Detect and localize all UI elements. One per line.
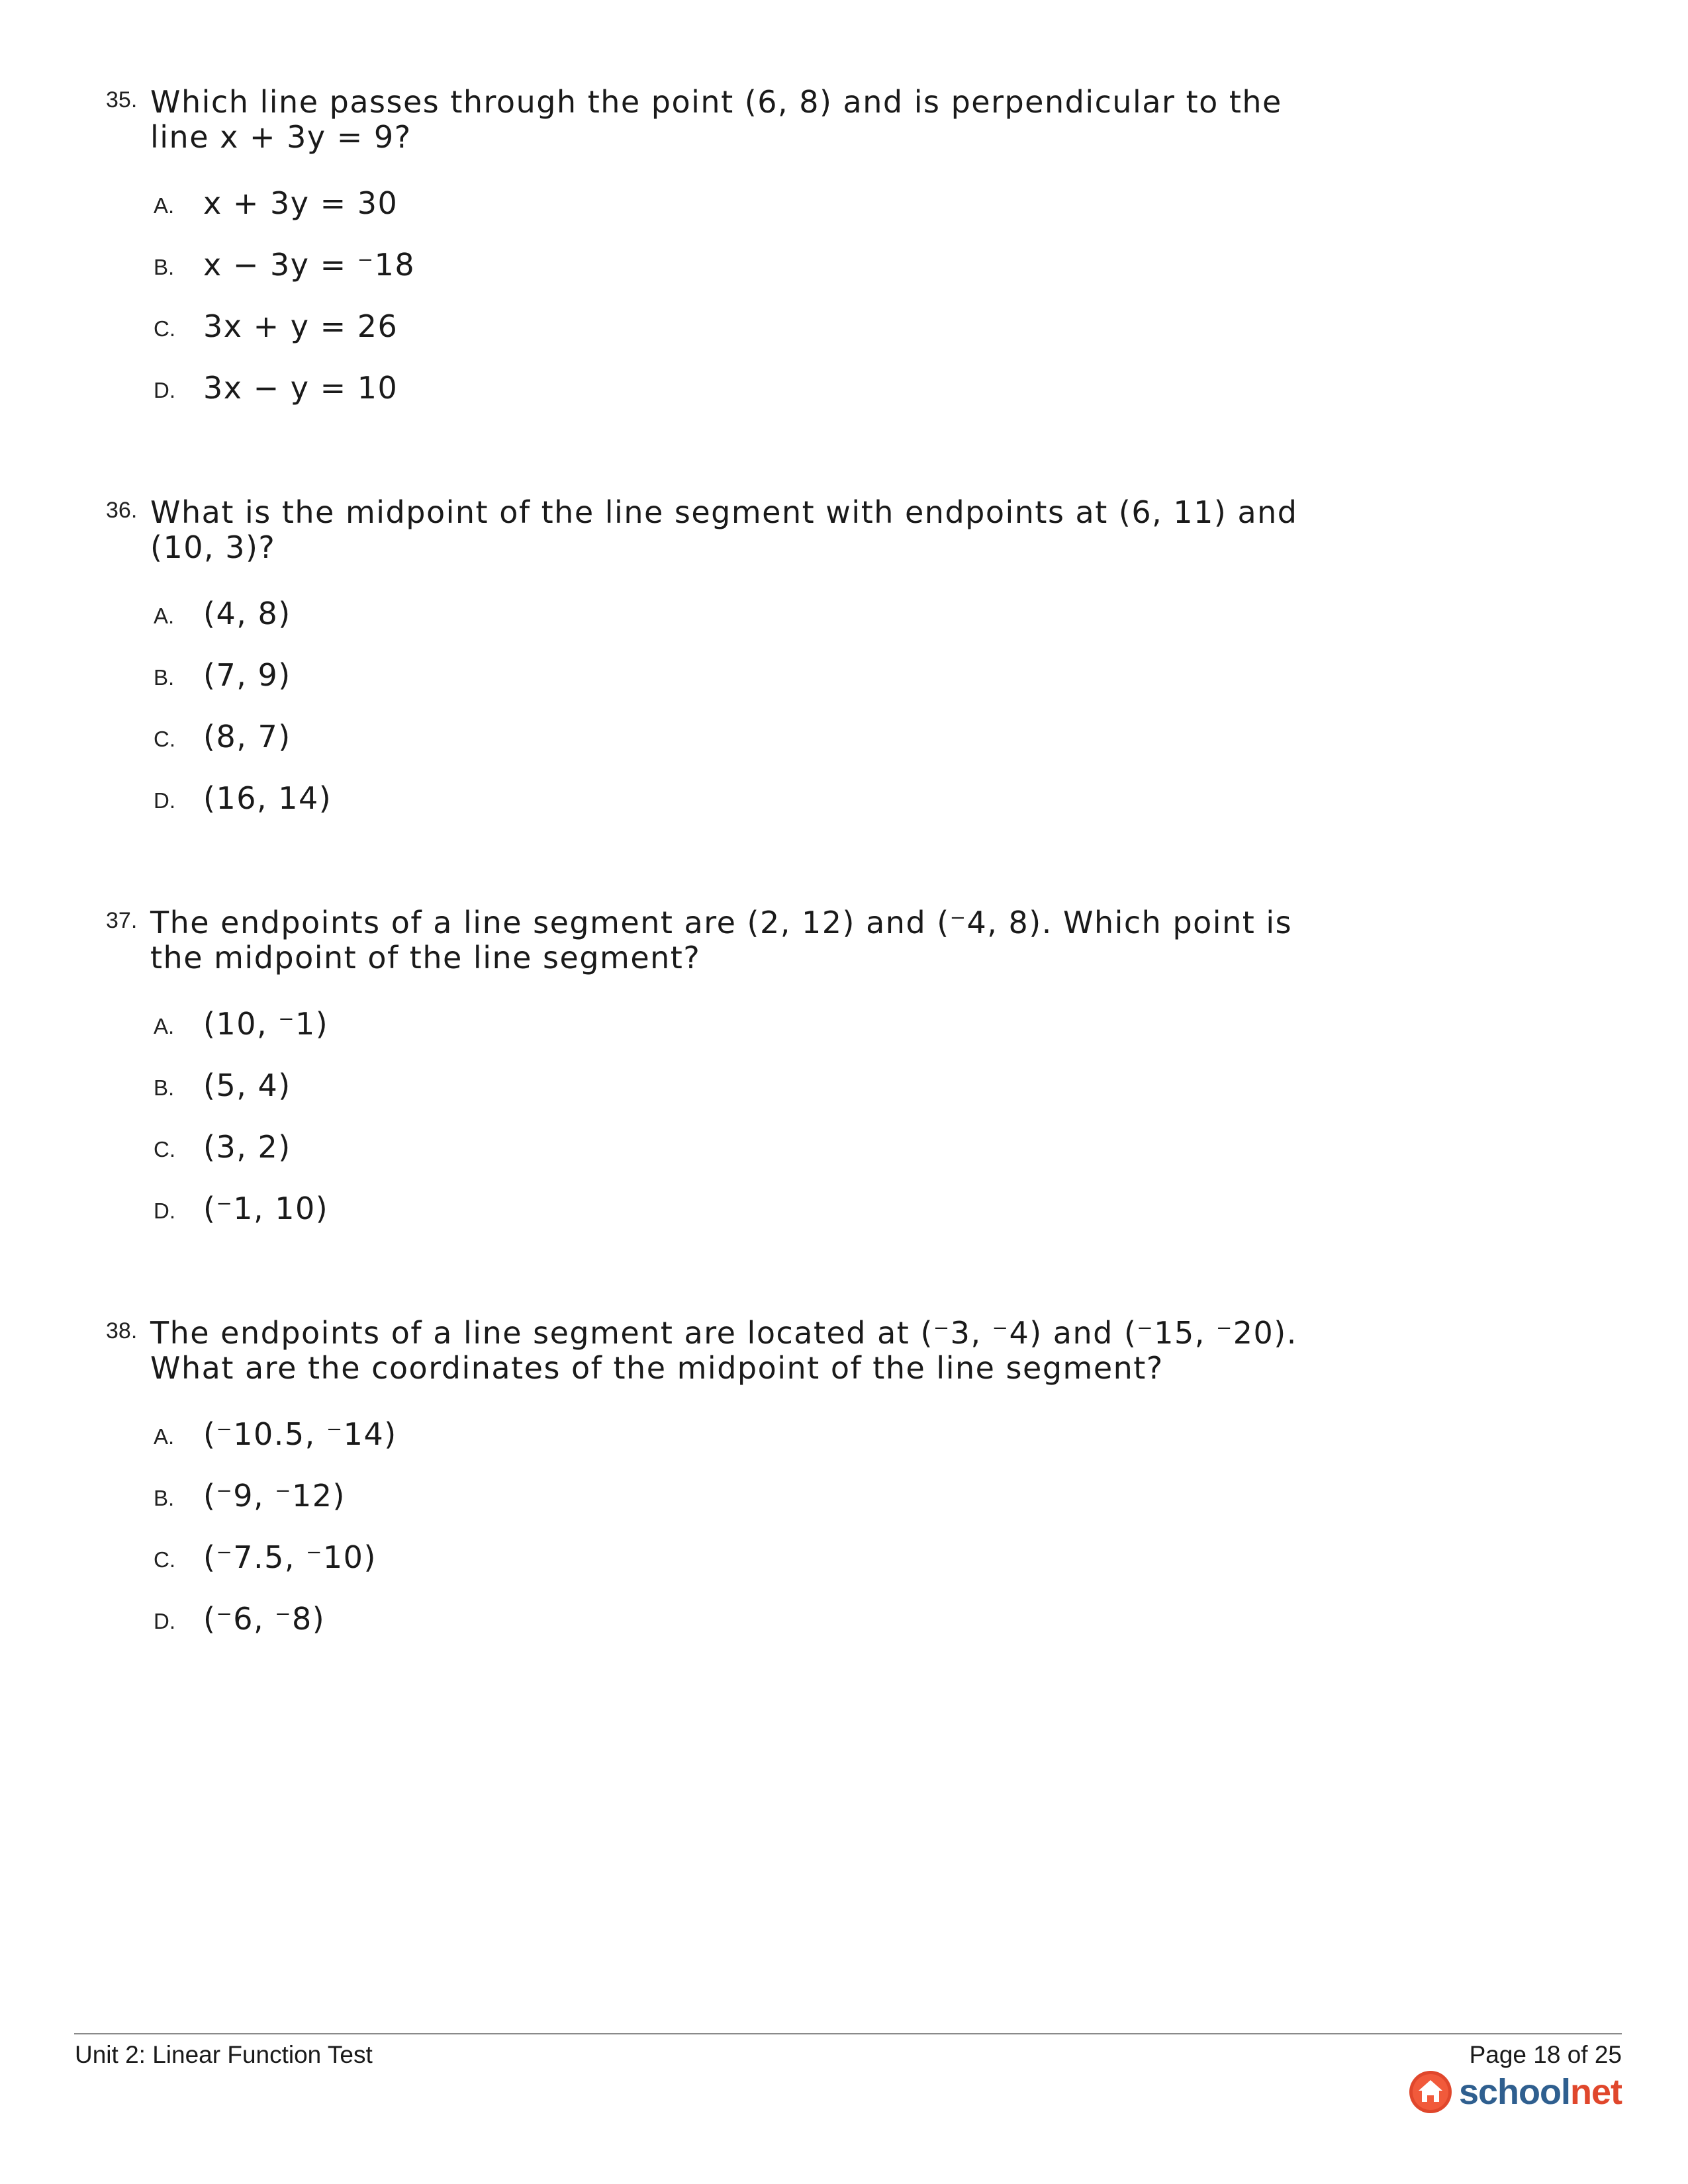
choice-letter: C.: [154, 1547, 175, 1572]
question-text: The endpoints of a line segment are located at (⁻3, ⁻4) and (⁻15, ⁻20). What are the coordinates of the midpoint of the line segment?: [150, 1315, 1297, 1386]
choice-letter: A.: [154, 604, 175, 628]
choice-text: (7, 9): [203, 657, 291, 693]
choice-letter: D.: [154, 1609, 175, 1633]
choice-text: (⁻9, ⁻12): [203, 1478, 346, 1514]
choice-letter: D.: [154, 378, 175, 402]
choice-text: 3x + y = 26: [203, 308, 399, 344]
choice-letter: C.: [154, 1137, 175, 1161]
choice-text: (⁻1, 10): [203, 1191, 329, 1226]
choice-text: (10, ⁻1): [203, 1006, 329, 1042]
choice-letter: B.: [154, 1486, 175, 1510]
choice-text: 3x − y = 10: [203, 370, 399, 406]
choice-letter: D.: [154, 1199, 175, 1223]
choice-letter: A.: [154, 1424, 175, 1449]
choice-text: x − 3y = ⁻18: [203, 247, 416, 283]
choice-text: (16, 14): [203, 780, 332, 816]
logo-wordmark-school: school: [1458, 2072, 1570, 2112]
choice-letter: B.: [154, 255, 175, 279]
logo-wordmark: [1459, 2070, 1622, 2114]
choice-text: (5, 4): [203, 1068, 291, 1103]
choice-text: (⁻7.5, ⁻10): [203, 1539, 377, 1575]
choice-letter: A.: [154, 193, 175, 218]
choice-letter: B.: [154, 665, 175, 690]
choice-text: (3, 2): [203, 1129, 291, 1165]
page-indicator: Page 18 of 25: [1469, 2041, 1622, 2068]
question-text: What is the midpoint of the line segment with endpoints at (6, 11) and (10, 3)?: [150, 494, 1298, 565]
question-number: 38.: [106, 1318, 138, 1343]
question-number: 35.: [106, 87, 138, 113]
choice-text: (4, 8): [203, 596, 291, 631]
footer-divider: [74, 2033, 1622, 2034]
choice-letter: A.: [154, 1014, 175, 1038]
choice-text: (8, 7): [203, 719, 291, 754]
choice-letter: D.: [154, 788, 175, 813]
schoolnet-logo: [1409, 2069, 1622, 2115]
question-number: 36.: [106, 498, 138, 523]
choice-letter: C.: [154, 727, 175, 751]
choice-text: (⁻10.5, ⁻14): [203, 1416, 397, 1452]
home-icon: [1409, 2070, 1452, 2114]
choice-letter: C.: [154, 316, 175, 341]
question-number: 37.: [106, 908, 138, 933]
question-text: The endpoints of a line segment are (2, 12) and (⁻4, 8). Which point is the midpoint of the line segment?: [150, 905, 1293, 976]
choice-letter: B.: [154, 1075, 175, 1100]
question-text: Which line passes through the point (6, 8) and is perpendicular to the line x + 3y = 9?: [150, 84, 1282, 155]
choice-text: (⁻6, ⁻8): [203, 1601, 326, 1637]
footer-title: Unit 2: Linear Function Test: [75, 2041, 373, 2068]
logo-wordmark-net: net: [1570, 2072, 1622, 2112]
choice-text: x + 3y = 30: [203, 185, 399, 221]
